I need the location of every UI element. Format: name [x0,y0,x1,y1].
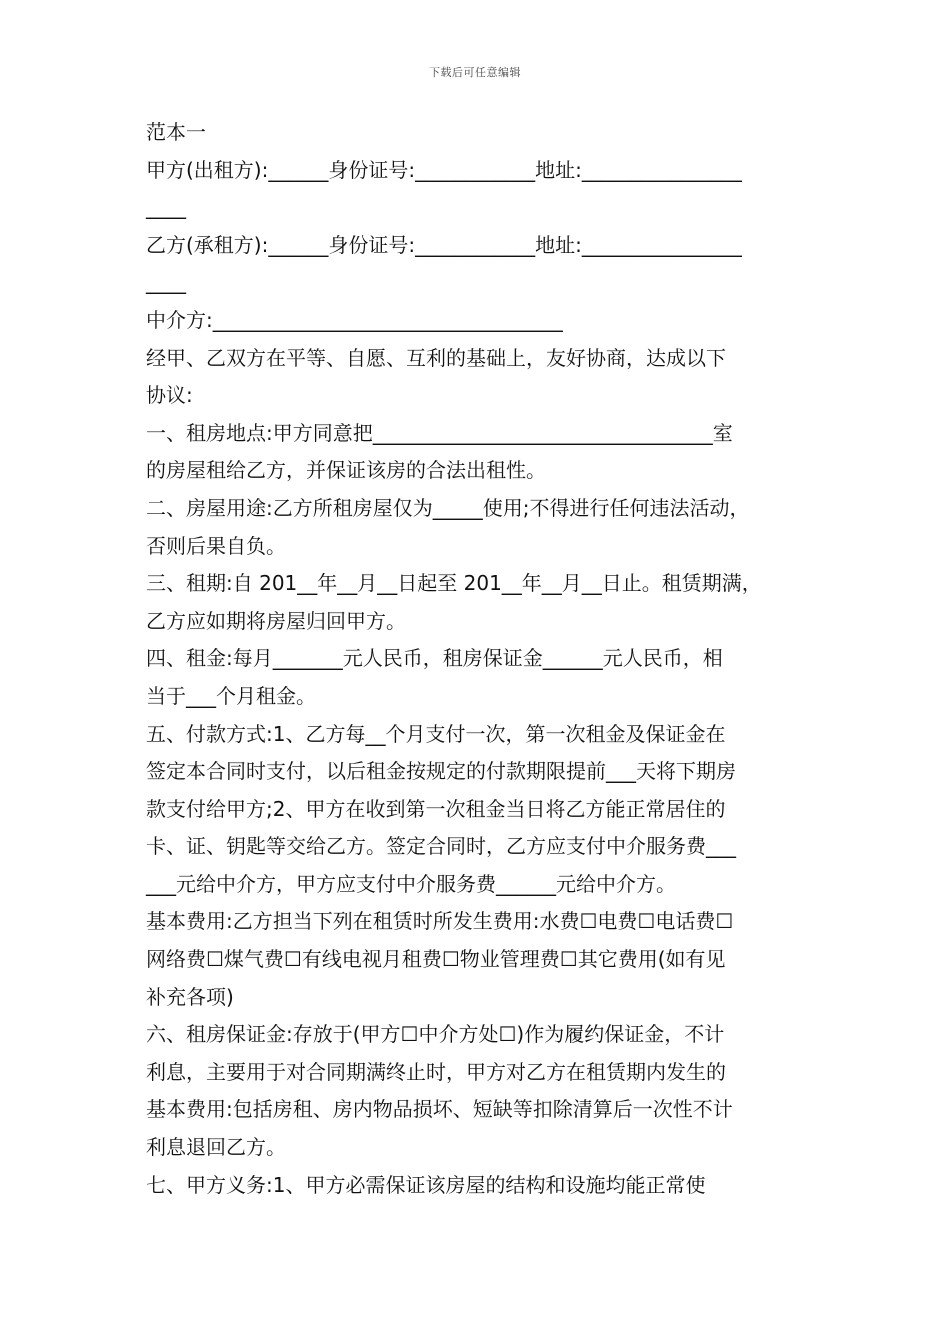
agent-line: 中介方:___________________________________ [146,307,563,332]
basic-fees-line: 网络费☐煤气费☐有线电视月租费☐物业管理费☐其它费用(如有见 [146,947,726,972]
clause-4-line: 当于___个月租金。 [146,683,316,708]
clause-1-line: 的房屋租给乙方，并保证该房的合法出租性。 [146,458,546,483]
clause-6-line: 六、租房保证金:存放于(甲方☐中介方处☐)作为履约保证金，不计 [146,1022,725,1047]
basic-fees-line: 基本费用:乙方担当下列在租赁时所发生费用:水费☐电费☐电话费☐ [146,909,734,934]
party-b-line: 乙方(承租方):______身份证号:____________地址:________________ [146,232,742,257]
clause-5-line: 五、付款方式:1、乙方每__个月支付一次，第一次租金及保证金在 [146,721,726,746]
clause-5-line: 卡、证、钥匙等交给乙方。签定合同时，乙方应支付中介服务费___ [146,834,736,859]
document-body [146,114,816,1204]
clause-2-line: 二、房屋用途:乙方所租房屋仅为_____使用;不得进行任何违法活动， [146,495,750,520]
clause-5-line: 签定本合同时支付，以后租金按规定的付款期限提前___天将下期房 [146,759,736,784]
clause-3-line: 三、租期:自 201__年__月__日起至 201__年__月__日止。租赁期满， [146,571,762,596]
clause-4-line: 四、租金:每月_______元人民币，租房保证金______元人民币，相 [146,646,723,671]
clause-5-line: ___元给中介方，甲方应支付中介服务费______元给中介方。 [146,871,676,896]
template-title: 范本一 [146,120,206,144]
clause-2-line: 否则后果自负。 [146,533,286,558]
clause-5-line: 款支付给甲方;2、甲方在收到第一次租金当日将乙方能正常居住的 [146,796,726,821]
clause-6-line: 利息退回乙方。 [146,1135,286,1160]
party-a-line: 甲方(出租方):______身份证号:____________地址:________________ [146,157,742,182]
clause-6-line: 基本费用:包括房租、房内物品损坏、短缺等扣除清算后一次性不计 [146,1097,733,1122]
party-a-line-cont: ____ [146,195,186,220]
preamble-line: 经甲、乙双方在平等、自愿、互利的基础上，友好协商，达成以下 [146,345,726,370]
clause-7-line: 七、甲方义务:1、甲方必需保证该房屋的结构和设施均能正常使 [146,1172,706,1197]
party-b-line-cont: ____ [146,270,186,295]
clause-6-line: 利息，主要用于对合同期满终止时，甲方对乙方在租赁期内发生的 [146,1059,726,1084]
page-header: 下载后可任意编辑 [429,66,521,79]
clause-1-line: 一、租房地点:甲方同意把__________________________________室 [146,420,733,445]
clause-3-line: 乙方应如期将房屋归回甲方。 [146,608,406,633]
preamble-line: 协议: [146,383,193,408]
basic-fees-line: 补充各项) [146,984,234,1009]
